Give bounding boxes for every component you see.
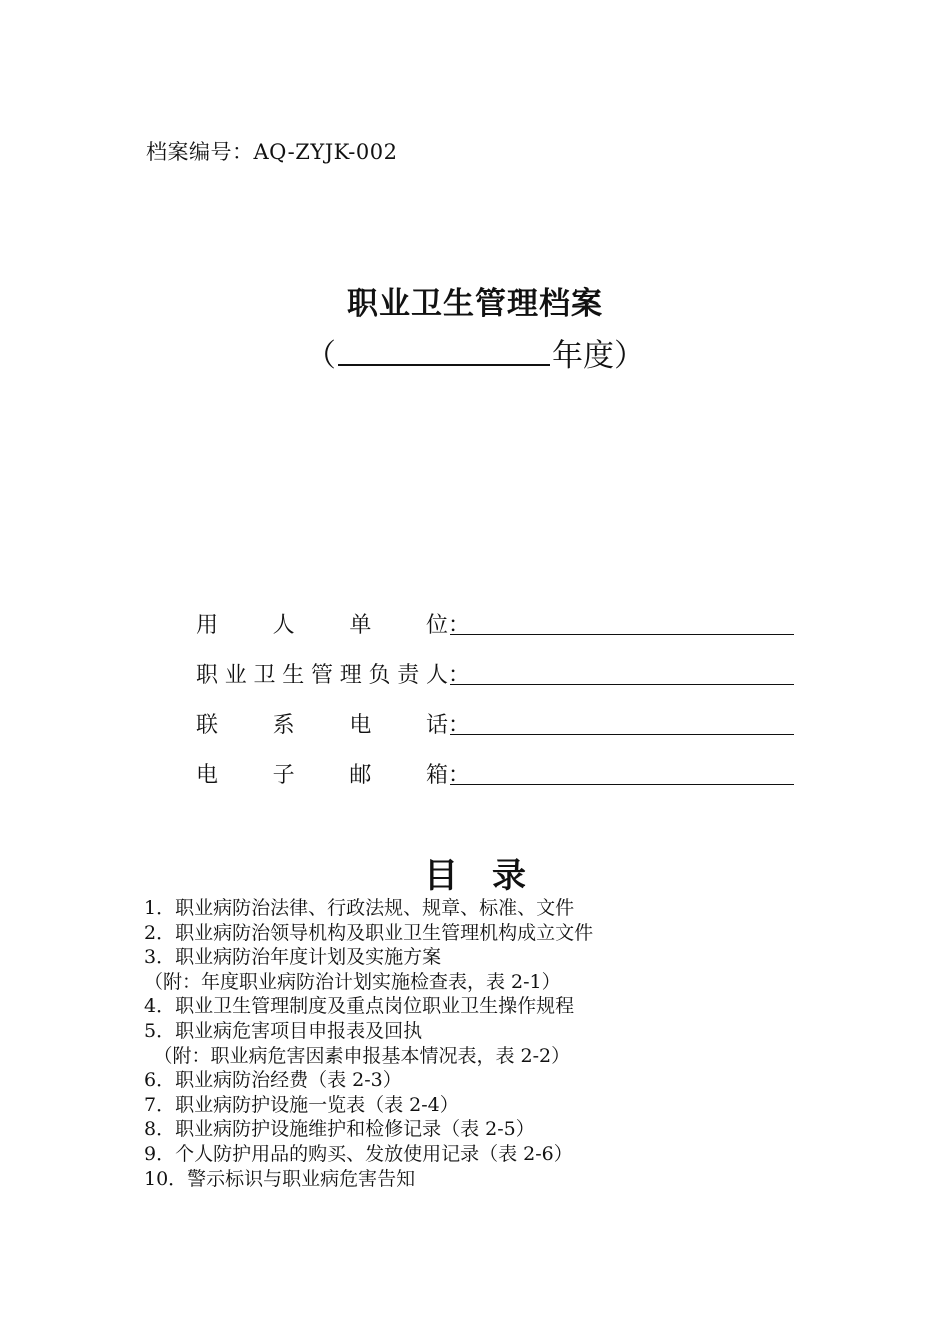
archive-number: 档案编号：AQ-ZYJK-002 [146,140,398,164]
employer-blank-field[interactable] [450,633,794,635]
info-label-email: 电 子 邮 箱 [196,763,448,788]
toc-item: 8．职业病防护设施维护和检修记录（表 2-5） [144,1118,535,1141]
toc-item: 5．职业病危害项目申报表及回执 [144,1019,423,1042]
document-title: 职业卫生管理档案 [347,286,603,322]
toc-item: （附：职业病危害因素申报基本情况表，表 2-2） [144,1044,571,1067]
phone-blank-field[interactable] [450,733,794,735]
info-label-manager: 职业卫生管理负责人 [196,663,448,688]
info-label-phone: 联 系 电 话 [196,713,448,738]
year-open-paren: （ [305,338,336,374]
toc-item: （附：年度职业病防治计划实施检查表，表 2-1） [144,970,561,993]
info-row-email: 电 子 邮 箱 ： [196,755,448,789]
toc-item: 4．职业卫生管理制度及重点岗位职业卫生操作规程 [144,995,575,1018]
toc-item: 9．个人防护用品的购买、发放使用记录（表 2-6） [144,1142,573,1165]
toc-item: 3．职业病防治年度计划及实施方案 [144,946,442,969]
toc-title-part1: 目 [424,856,458,896]
info-label-employer: 用 人 单 位 [196,613,448,638]
info-row-phone: 联 系 电 话 ： [196,705,448,739]
toc-list [144,896,593,1191]
toc-item: 2．职业病防治领导机构及职业卫生管理机构成立文件 [144,921,594,944]
toc-item: 6．职业病防治经费（表 2-3） [144,1069,402,1092]
email-blank-field[interactable] [450,783,794,785]
year-blank-field[interactable] [338,334,550,366]
toc-title-part2: 录 [492,856,526,896]
year-line [0,330,950,375]
toc-title [0,848,950,897]
info-row-manager: 职业卫生管理负责人 ： [196,655,448,689]
year-suffix: 年度） [552,338,645,374]
toc-item: 10．警示标识与职业病危害告知 [144,1167,416,1190]
info-row-employer: 用 人 单 位 ： [196,605,448,639]
toc-item: 1．职业病防治法律、行政法规、规章、标准、文件 [144,897,575,919]
toc-item: 7．职业病防护设施一览表（表 2-4） [144,1093,459,1116]
manager-blank-field[interactable] [450,683,794,685]
